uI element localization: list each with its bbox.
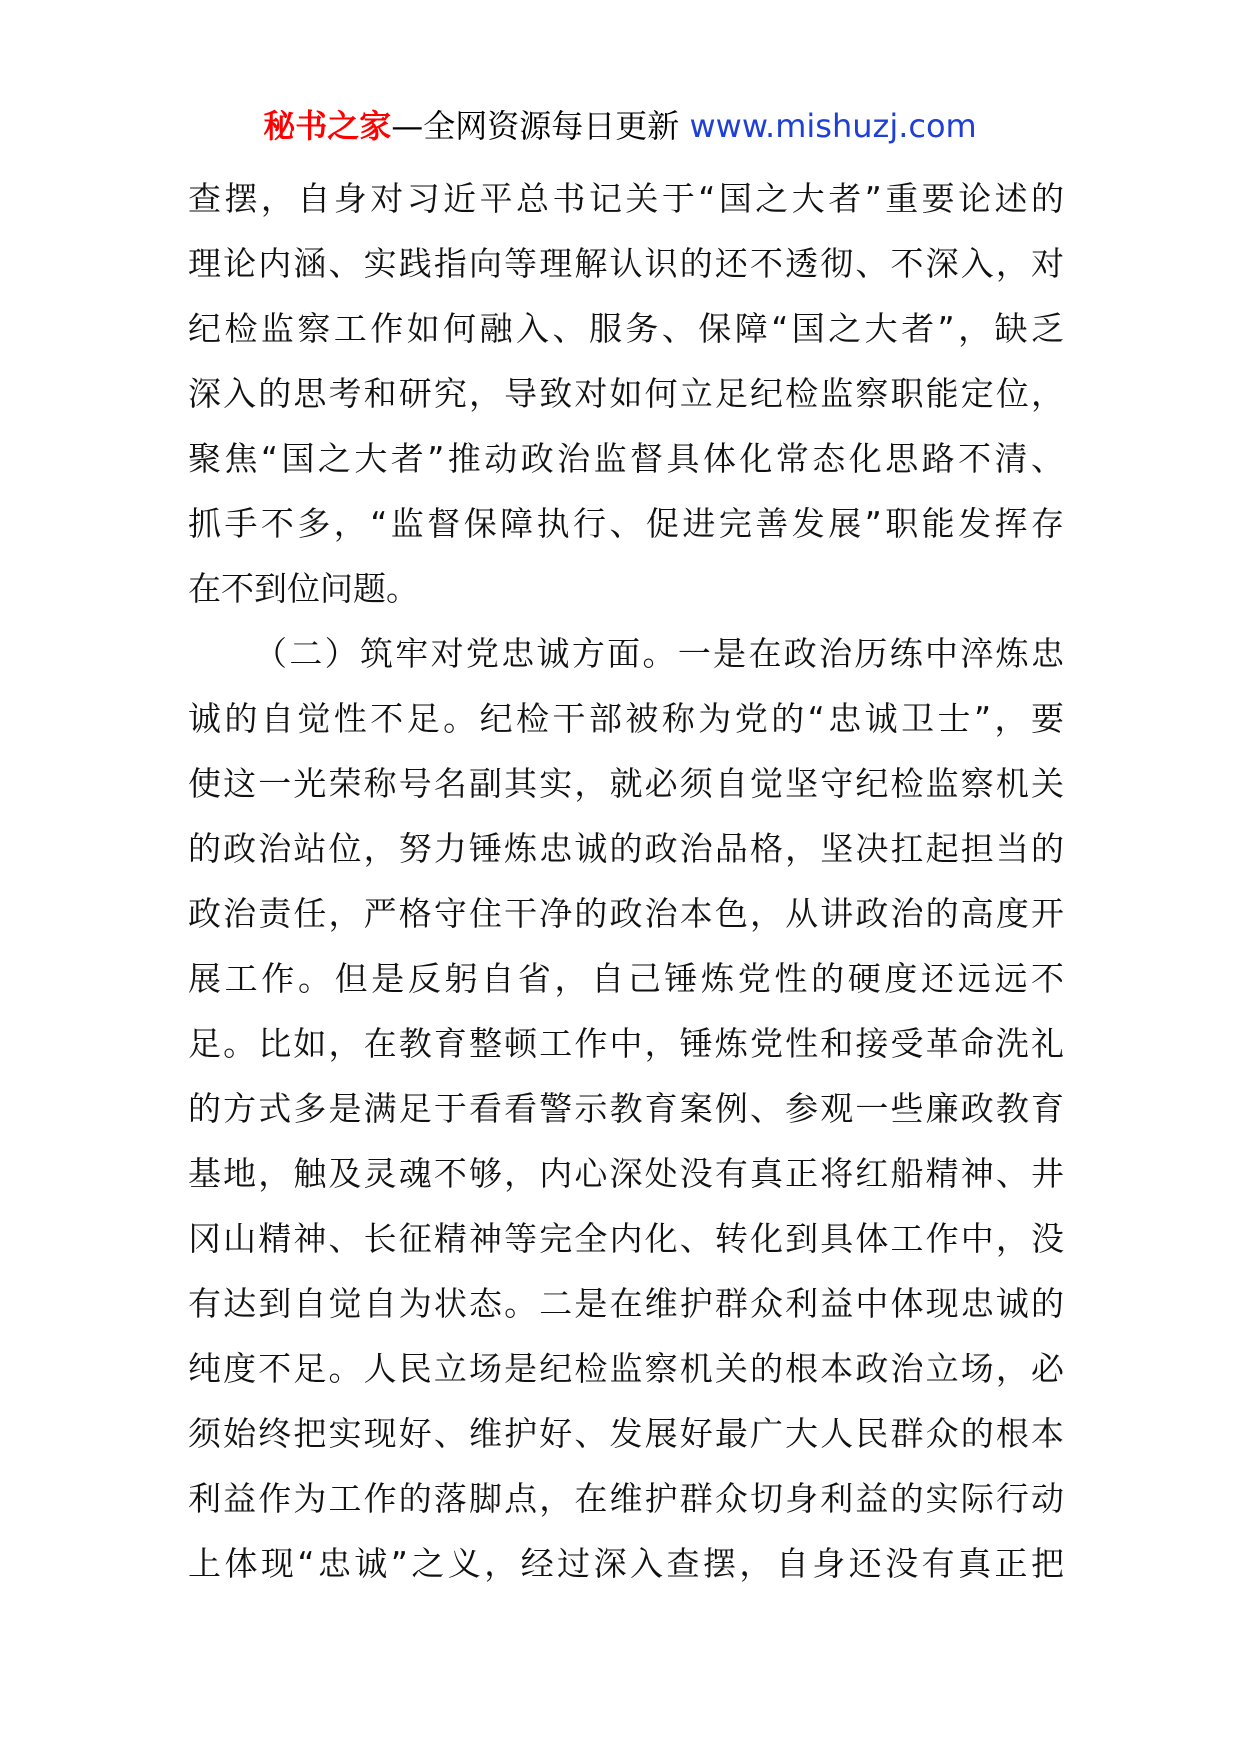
text-line: 基地，触及灵魂不够，内心深处没有真正将红船精神、井 (188, 1154, 1064, 1193)
text-line: 抓手不多，“监督保障执行、促进完善发展”职能发挥存 (188, 504, 1064, 543)
text-line: 足。比如，在教育整顿工作中，锤炼党性和接受革命洗礼 (188, 1024, 1064, 1063)
text-line: 深入的思考和研究，导致对如何立足纪检监察职能定位， (188, 374, 1064, 413)
section-heading-line: （二）筑牢对党忠诚方面。一是在政治历练中淬炼忠 (254, 634, 1064, 673)
text-line: 政治责任，严格守住干净的政治本色，从讲政治的高度开 (188, 894, 1064, 933)
text-line: 展工作。但是反躬自省，自己锤炼党性的硬度还远远不 (188, 959, 1064, 998)
text-line: 的政治站位，努力锤炼忠诚的政治品格，坚决扛起担当的 (188, 829, 1064, 868)
text-line: 的方式多是满足于看看警示教育案例、参观一些廉政教育 (188, 1089, 1064, 1128)
text-line: 理论内涵、实践指向等理解认识的还不透彻、不深入，对 (188, 244, 1064, 283)
text-line: 聚焦“国之大者”推动政治监督具体化常态化思路不清、 (188, 439, 1064, 478)
text-line: 使这一光荣称号名副其实，就必须自觉坚守纪检监察机关 (188, 764, 1064, 803)
text-line: 诚的自觉性不足。纪检干部被称为党的“忠诚卫士”，要 (188, 699, 1064, 738)
site-tagline: —全网资源每日更新 (391, 107, 680, 145)
site-url: www.mishuzj.com (689, 107, 977, 145)
text-line: 纯度不足。人民立场是纪检监察机关的根本政治立场，必 (188, 1349, 1064, 1388)
text-line: 冈山精神、长征精神等完全内化、转化到具体工作中，没 (188, 1219, 1064, 1258)
site-header (0, 104, 1240, 148)
site-brand: 秘书之家 (263, 107, 392, 145)
document-body (188, 166, 1064, 1596)
text-line: 在不到位问题。 (188, 569, 419, 608)
text-line: 利益作为工作的落脚点，在维护群众切身利益的实际行动 (188, 1479, 1064, 1518)
text-line: 有达到自觉自为状态。二是在维护群众利益中体现忠诚的 (188, 1284, 1064, 1323)
text-line: 纪检监察工作如何融入、服务、保障“国之大者”，缺乏 (188, 309, 1064, 348)
text-line: 上体现“忠诚”之义，经过深入查摆，自身还没有真正把 (188, 1544, 1064, 1583)
text-line: 查摆，自身对习近平总书记关于“国之大者”重要论述的 (188, 179, 1064, 218)
text-line: 须始终把实现好、维护好、发展好最广大人民群众的根本 (188, 1414, 1064, 1453)
